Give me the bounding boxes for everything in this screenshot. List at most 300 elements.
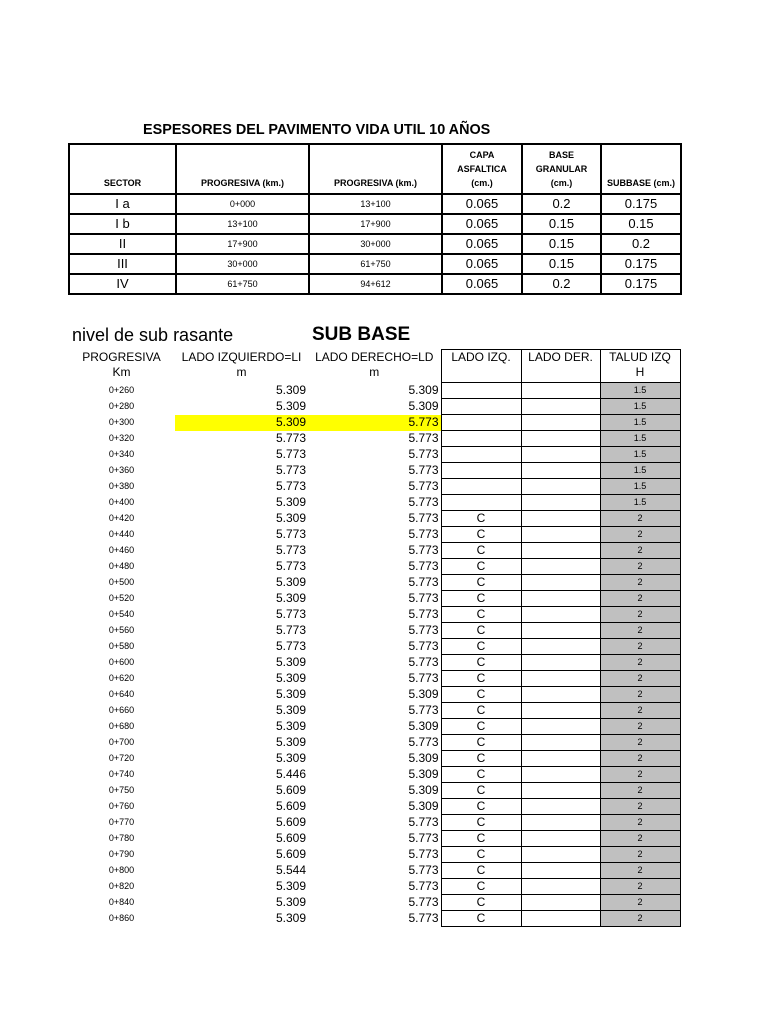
cell-progresiva-desde: 17+900 [176, 234, 309, 254]
cell-lado-izq: C [441, 831, 521, 847]
cell-talud-izq: 2 [600, 703, 680, 719]
cell-lado-izquierdo: 5.309 [175, 415, 308, 431]
cell-lado-izq: C [441, 639, 521, 655]
header-line: H [635, 365, 645, 379]
pavement-row [69, 194, 681, 214]
cell-lado-derecho: 5.773 [408, 575, 439, 589]
cell-progresiva: 0+560 [108, 625, 135, 635]
pavement-header-row [69, 144, 681, 194]
cell-sector: I b [69, 214, 176, 234]
cell-progresiva: 0+780 [108, 833, 135, 843]
cell-lado-derecho: 5.773 [408, 447, 439, 461]
cell-talud-izq: 2 [600, 767, 680, 783]
subrasante-row [68, 719, 680, 735]
subrasante-row [68, 479, 680, 495]
cell-lado-der [521, 431, 600, 447]
cell-lado-derecho: 5.773 [408, 639, 439, 653]
cell-progresiva: 0+700 [108, 737, 135, 747]
cell-talud-izq: 2 [600, 687, 680, 703]
cell-lado-derecho: 5.773 [408, 863, 439, 877]
subrasante-row [68, 431, 680, 447]
cell-lado-der [521, 527, 600, 543]
subrasante-row [68, 607, 680, 623]
cell-lado-der [521, 575, 600, 591]
cell-lado-der [521, 623, 600, 639]
subrasante-row [68, 447, 680, 463]
subrasante-row [68, 831, 680, 847]
subrasante-row [68, 687, 680, 703]
cell-lado-izq: C [441, 767, 521, 783]
cell-lado-izquierdo: 5.773 [275, 623, 306, 637]
cell-progresiva: 0+440 [108, 529, 135, 539]
cell-progresiva-desde: 13+100 [176, 214, 309, 234]
cell-progresiva: 0+400 [108, 497, 135, 507]
cell-lado-izquierdo: 5.309 [275, 879, 306, 893]
subrasante-row [68, 847, 680, 863]
cell-progresiva: 0+420 [108, 513, 135, 523]
cell-lado-der [521, 735, 600, 751]
cell-lado-derecho: 5.773 [408, 847, 439, 861]
cell-progresiva-hasta: 61+750 [309, 254, 442, 274]
cell-lado-izquierdo: 5.773 [275, 527, 306, 541]
cell-progresiva: 0+360 [108, 465, 135, 475]
cell-lado-der [521, 879, 600, 895]
cell-sector: I a [69, 194, 176, 214]
subrasante-row [68, 543, 680, 559]
cell-lado-der [521, 447, 600, 463]
header-sector: SECTOR [69, 144, 176, 194]
cell-progresiva: 0+790 [108, 849, 135, 859]
subrasante-row [68, 463, 680, 479]
cell-capa-asfaltica: 0.065 [442, 254, 522, 274]
subrasante-row [68, 911, 680, 927]
cell-lado-der [521, 495, 600, 511]
subrasante-row [68, 799, 680, 815]
cell-lado-izq: C [441, 735, 521, 751]
cell-progresiva: 0+500 [108, 577, 135, 587]
header-line: PROGRESIVA [82, 349, 161, 364]
header-progresiva-km [68, 350, 175, 383]
header-progresiva-hasta: PROGRESIVA (km.) [309, 144, 442, 194]
cell-lado-der [521, 383, 600, 399]
cell-progresiva: 0+840 [108, 897, 135, 907]
cell-lado-izq: C [441, 911, 521, 927]
cell-progresiva: 0+770 [108, 817, 135, 827]
cell-lado-der [521, 655, 600, 671]
cell-lado-izquierdo: 5.309 [275, 655, 306, 669]
header-capa-line: (cm.) [471, 178, 493, 188]
cell-progresiva-desde: 30+000 [176, 254, 309, 274]
cell-progresiva: 0+620 [108, 673, 135, 683]
cell-lado-derecho: 5.309 [408, 783, 439, 797]
cell-lado-izq: C [441, 623, 521, 639]
subrasante-row [68, 623, 680, 639]
cell-lado-derecho: 5.773 [408, 879, 439, 893]
cell-lado-der [521, 895, 600, 911]
cell-talud-izq: 2 [600, 863, 680, 879]
cell-lado-izquierdo: 5.309 [275, 383, 306, 397]
cell-lado-derecho: 5.773 [408, 495, 439, 509]
cell-lado-izquierdo: 5.309 [275, 575, 306, 589]
cell-lado-derecho: 5.773 [408, 559, 439, 573]
cell-lado-izq: C [441, 607, 521, 623]
cell-lado-izquierdo: 5.609 [275, 799, 306, 813]
pavement-row [69, 274, 681, 294]
cell-lado-izq: C [441, 751, 521, 767]
pavement-row [69, 254, 681, 274]
cell-talud-izq: 2 [600, 799, 680, 815]
cell-progresiva: 0+260 [108, 385, 135, 395]
cell-base-granular: 0.15 [522, 214, 601, 234]
cell-lado-derecho: 5.773 [408, 655, 439, 669]
cell-lado-derecho: 5.773 [408, 671, 439, 685]
cell-progresiva: 0+380 [108, 481, 135, 491]
cell-lado-der [521, 671, 600, 687]
cell-capa-asfaltica: 0.065 [442, 194, 522, 214]
cell-progresiva: 0+600 [108, 657, 135, 667]
cell-lado-derecho: 5.773 [408, 831, 439, 845]
cell-progresiva: 0+820 [108, 881, 135, 891]
cell-lado-izquierdo: 5.309 [275, 671, 306, 685]
subrasante-row [68, 783, 680, 799]
cell-progresiva: 0+320 [108, 433, 135, 443]
cell-sector: IV [69, 274, 176, 294]
cell-talud-izq: 1.5 [600, 399, 680, 415]
cell-subbase: 0.175 [601, 194, 681, 214]
cell-lado-izq: C [441, 527, 521, 543]
subrasante-row [68, 559, 680, 575]
cell-lado-izquierdo: 5.309 [275, 687, 306, 701]
cell-lado-izq: C [441, 543, 521, 559]
cell-lado-izquierdo: 5.309 [275, 719, 306, 733]
subrasante-row [68, 767, 680, 783]
cell-lado-der [521, 847, 600, 863]
cell-lado-der [521, 511, 600, 527]
cell-lado-derecho: 5.309 [408, 799, 439, 813]
cell-lado-der [521, 479, 600, 495]
cell-lado-der [521, 559, 600, 575]
cell-talud-izq: 2 [600, 559, 680, 575]
cell-lado-izq [441, 495, 521, 511]
cell-progresiva: 0+300 [108, 417, 135, 427]
cell-progresiva-hasta: 94+612 [309, 274, 442, 294]
subrasante-row [68, 655, 680, 671]
cell-lado-der [521, 687, 600, 703]
cell-lado-derecho: 5.309 [408, 687, 439, 701]
cell-lado-izquierdo: 5.609 [275, 783, 306, 797]
cell-lado-izq: C [441, 863, 521, 879]
cell-lado-derecho: 5.773 [408, 735, 439, 749]
cell-progresiva-hasta: 17+900 [309, 214, 442, 234]
cell-talud-izq: 1.5 [600, 415, 680, 431]
cell-progresiva: 0+760 [108, 801, 135, 811]
subrasante-row [68, 511, 680, 527]
cell-lado-izquierdo: 5.773 [275, 447, 306, 461]
cell-lado-derecho: 5.773 [408, 591, 439, 605]
cell-lado-der [521, 751, 600, 767]
header-line: m [236, 364, 247, 379]
subrasante-row [68, 383, 680, 399]
cell-lado-izq: C [441, 703, 521, 719]
cell-lado-izquierdo: 5.309 [275, 911, 306, 925]
cell-lado-izquierdo: 5.309 [275, 735, 306, 749]
header-line: LADO DERECHO=LD [315, 349, 434, 364]
cell-lado-der [521, 799, 600, 815]
cell-lado-izquierdo: 5.309 [275, 495, 306, 509]
cell-talud-izq: 2 [600, 815, 680, 831]
subrasante-row [68, 527, 680, 543]
cell-talud-izq: 2 [600, 735, 680, 751]
cell-lado-der [521, 911, 600, 927]
pavement-thickness-table [68, 143, 682, 295]
subrasante-row [68, 639, 680, 655]
cell-talud-izq: 2 [600, 879, 680, 895]
cell-lado-izq: C [441, 591, 521, 607]
cell-talud-izq: 1.5 [600, 479, 680, 495]
cell-lado-der [521, 543, 600, 559]
cell-sector: II [69, 234, 176, 254]
cell-lado-derecho: 5.773 [408, 895, 439, 909]
cell-progresiva: 0+480 [108, 561, 135, 571]
cell-progresiva-desde: 61+750 [176, 274, 309, 294]
cell-progresiva-hasta: 13+100 [309, 194, 442, 214]
cell-base-granular: 0.15 [522, 234, 601, 254]
cell-lado-izquierdo: 5.609 [275, 847, 306, 861]
cell-lado-derecho: 5.309 [408, 383, 439, 397]
subrasante-row [68, 671, 680, 687]
header-capa-line: ASFALTICA [457, 164, 507, 174]
cell-talud-izq: 2 [600, 719, 680, 735]
cell-progresiva: 0+750 [108, 785, 135, 795]
cell-talud-izq: 2 [600, 847, 680, 863]
cell-lado-izquierdo: 5.544 [275, 863, 306, 877]
cell-talud-izq: 2 [600, 655, 680, 671]
cell-lado-izquierdo: 5.773 [275, 639, 306, 653]
cell-talud-izq: 2 [600, 783, 680, 799]
subrasante-row [68, 415, 680, 431]
subrasante-table [68, 349, 681, 927]
header-base-line: (cm.) [550, 178, 573, 188]
cell-progresiva: 0+280 [108, 401, 135, 411]
cell-progresiva-desde: 0+000 [176, 194, 309, 214]
cell-lado-derecho: 5.773 [408, 527, 439, 541]
cell-lado-derecho: 5.773 [308, 415, 441, 431]
cell-talud-izq: 2 [600, 527, 680, 543]
cell-lado-izq: C [441, 847, 521, 863]
cell-lado-der [521, 703, 600, 719]
cell-subbase: 0.175 [601, 274, 681, 294]
cell-lado-izq: C [441, 671, 521, 687]
cell-talud-izq: 2 [600, 623, 680, 639]
cell-lado-izquierdo: 5.309 [275, 399, 306, 413]
cell-lado-derecho: 5.773 [408, 911, 439, 925]
subrasante-row [68, 495, 680, 511]
cell-capa-asfaltica: 0.065 [442, 274, 522, 294]
cell-lado-izq: C [441, 575, 521, 591]
cell-capa-asfaltica: 0.065 [442, 234, 522, 254]
subrasante-row [68, 399, 680, 415]
cell-lado-derecho: 5.773 [408, 703, 439, 717]
header-lado-der: LADO DER. [521, 350, 600, 383]
subrasante-row [68, 895, 680, 911]
cell-lado-izq [441, 463, 521, 479]
cell-lado-izquierdo: 5.773 [275, 607, 306, 621]
cell-progresiva: 0+720 [108, 753, 135, 763]
cell-subbase: 0.2 [601, 234, 681, 254]
pavement-row [69, 214, 681, 234]
cell-lado-izquierdo: 5.309 [275, 703, 306, 717]
cell-lado-der [521, 591, 600, 607]
subrasante-row [68, 575, 680, 591]
cell-lado-derecho: 5.773 [408, 511, 439, 525]
cell-lado-izquierdo: 5.773 [275, 479, 306, 493]
cell-lado-izq: C [441, 559, 521, 575]
cell-lado-izquierdo: 5.309 [275, 751, 306, 765]
cell-progresiva: 0+640 [108, 689, 135, 699]
cell-lado-der [521, 831, 600, 847]
cell-lado-derecho: 5.309 [408, 767, 439, 781]
header-line: Km [112, 364, 131, 379]
pavement-title: ESPESORES DEL PAVIMENTO VIDA UTIL 10 AÑOS [143, 121, 491, 138]
cell-talud-izq: 2 [600, 751, 680, 767]
cell-lado-izq [441, 447, 521, 463]
cell-lado-derecho: 5.309 [408, 719, 439, 733]
subrasante-header-row [68, 350, 680, 383]
cell-progresiva: 0+740 [108, 769, 135, 779]
cell-progresiva: 0+520 [108, 593, 135, 603]
cell-lado-izquierdo: 5.446 [275, 767, 306, 781]
cell-talud-izq: 2 [600, 511, 680, 527]
header-capa-asfaltica [442, 144, 522, 194]
cell-lado-izquierdo: 5.773 [275, 463, 306, 477]
header-lado-izq: LADO IZQ. [441, 350, 521, 383]
header-line: LADO IZQUIERDO=LI [181, 349, 302, 364]
cell-lado-derecho: 5.773 [408, 623, 439, 637]
cell-talud-izq: 2 [600, 575, 680, 591]
cell-progresiva-hasta: 30+000 [309, 234, 442, 254]
cell-lado-izquierdo: 5.773 [275, 431, 306, 445]
cell-lado-izq: C [441, 655, 521, 671]
cell-lado-izq: C [441, 815, 521, 831]
cell-talud-izq: 1.5 [600, 383, 680, 399]
cell-lado-izq: C [441, 799, 521, 815]
cell-talud-izq: 1.5 [600, 463, 680, 479]
cell-lado-der [521, 815, 600, 831]
cell-lado-izq [441, 399, 521, 415]
cell-lado-der [521, 463, 600, 479]
cell-lado-izquierdo: 5.309 [275, 511, 306, 525]
cell-lado-izq: C [441, 719, 521, 735]
cell-capa-asfaltica: 0.065 [442, 214, 522, 234]
cell-talud-izq: 1.5 [600, 495, 680, 511]
cell-lado-derecho: 5.309 [408, 399, 439, 413]
header-base-granular [522, 144, 601, 194]
cell-progresiva: 0+580 [108, 641, 135, 651]
cell-lado-izquierdo: 5.309 [275, 591, 306, 605]
cell-lado-izquierdo: 5.609 [275, 815, 306, 829]
cell-base-granular: 0.15 [522, 254, 601, 274]
cell-talud-izq: 2 [600, 591, 680, 607]
header-progresiva-desde: PROGRESIVA (km.) [176, 144, 309, 194]
cell-lado-derecho: 5.309 [408, 751, 439, 765]
subrasante-title: nivel de sub rasante [72, 325, 234, 345]
header-line: TALUD IZQ [609, 350, 671, 364]
cell-talud-izq: 2 [600, 671, 680, 687]
cell-talud-izq: 2 [600, 543, 680, 559]
cell-lado-der [521, 767, 600, 783]
cell-progresiva: 0+860 [108, 913, 135, 923]
cell-lado-izq [441, 383, 521, 399]
cell-subbase: 0.175 [601, 254, 681, 274]
cell-subbase: 0.15 [601, 214, 681, 234]
cell-lado-izq [441, 415, 521, 431]
cell-lado-izq [441, 479, 521, 495]
header-base-line: GRANULAR [535, 164, 588, 174]
cell-lado-izq: C [441, 687, 521, 703]
cell-lado-derecho: 5.773 [408, 607, 439, 621]
cell-lado-izquierdo: 5.773 [275, 559, 306, 573]
header-lado-izquierdo [175, 350, 308, 383]
header-line: m [369, 364, 380, 379]
cell-talud-izq: 2 [600, 911, 680, 927]
cell-lado-izq: C [441, 783, 521, 799]
cell-lado-izq: C [441, 895, 521, 911]
cell-lado-der [521, 639, 600, 655]
cell-progresiva: 0+800 [108, 865, 135, 875]
cell-lado-derecho: 5.773 [408, 479, 439, 493]
cell-progresiva: 0+340 [108, 449, 135, 459]
cell-lado-izq [441, 431, 521, 447]
cell-talud-izq: 1.5 [600, 447, 680, 463]
cell-base-granular: 0.2 [522, 274, 601, 294]
cell-lado-izquierdo: 5.609 [275, 831, 306, 845]
cell-progresiva: 0+680 [108, 721, 135, 731]
cell-lado-der [521, 415, 600, 431]
cell-progresiva: 0+540 [108, 609, 135, 619]
header-subbase: SUBBASE (cm.) [601, 144, 681, 194]
cell-lado-der [521, 607, 600, 623]
cell-base-granular: 0.2 [522, 194, 601, 214]
subrasante-row [68, 879, 680, 895]
cell-talud-izq: 1.5 [600, 431, 680, 447]
subrasante-row [68, 751, 680, 767]
cell-progresiva: 0+460 [108, 545, 135, 555]
cell-lado-derecho: 5.773 [408, 463, 439, 477]
cell-lado-izquierdo: 5.309 [275, 895, 306, 909]
cell-talud-izq: 2 [600, 607, 680, 623]
cell-lado-derecho: 5.773 [408, 815, 439, 829]
pavement-row [69, 234, 681, 254]
subrasante-row [68, 735, 680, 751]
cell-lado-izquierdo: 5.773 [275, 543, 306, 557]
subbase-title: SUB BASE [312, 324, 411, 345]
cell-talud-izq: 2 [600, 895, 680, 911]
subrasante-row [68, 703, 680, 719]
cell-lado-der [521, 399, 600, 415]
cell-lado-der [521, 719, 600, 735]
cell-talud-izq: 2 [600, 639, 680, 655]
header-lado-derecho [308, 350, 441, 383]
cell-lado-der [521, 863, 600, 879]
cell-lado-izq: C [441, 879, 521, 895]
header-talud-izq [600, 350, 680, 383]
cell-progresiva: 0+660 [108, 705, 135, 715]
header-base-line: BASE [548, 150, 574, 160]
subrasante-row [68, 815, 680, 831]
cell-talud-izq: 2 [600, 831, 680, 847]
cell-lado-derecho: 5.773 [408, 543, 439, 557]
cell-lado-izq: C [441, 511, 521, 527]
